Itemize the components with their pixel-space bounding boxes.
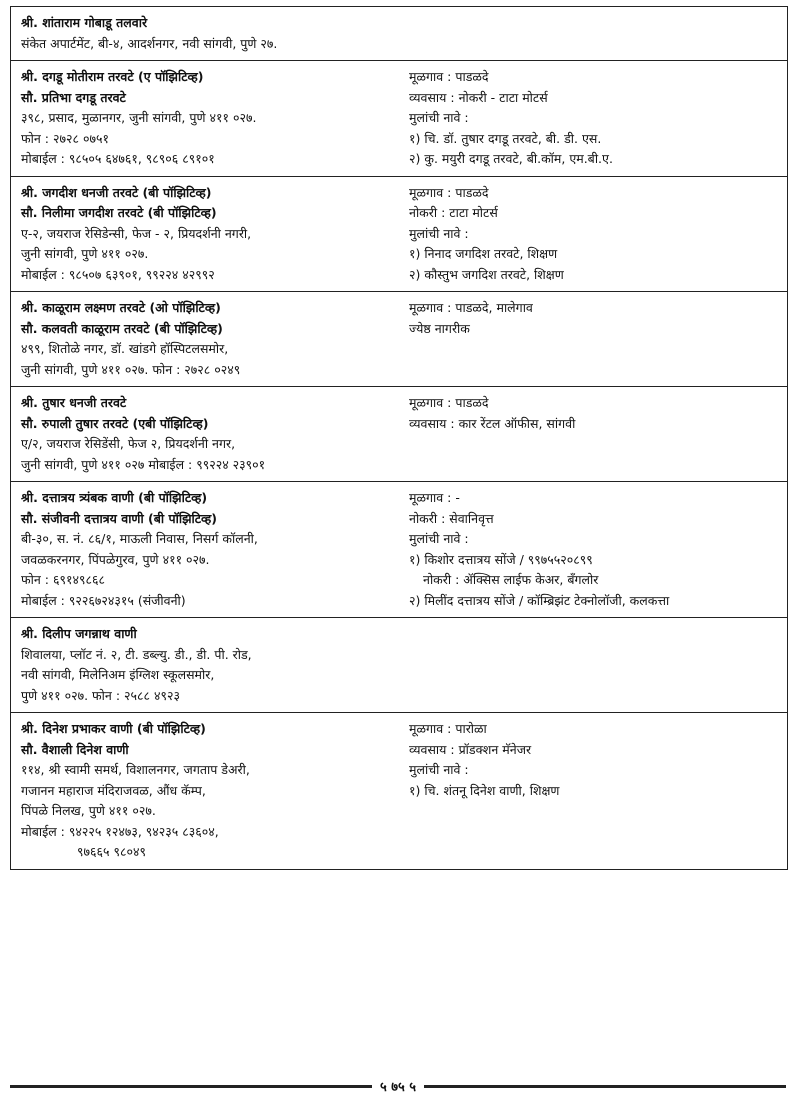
entry-contact-column [21,298,409,380]
footer-rule-left [10,1085,372,1088]
entry-name-line: श्री. तुषार धनजी तरवटे [21,395,127,410]
directory-entry [11,61,787,177]
entry-address-line: ए-२, जयराज रेसिडेन्सी, फेज - २, प्रियदर्शनी नगरी, [21,225,252,241]
entry-detail-line: व्यवसाय : कार रेंटल ऑफीस, सांगवी [409,415,576,431]
page-footer [10,1074,786,1098]
entry-contact-column [21,183,409,286]
entry-detail-line: १) चि. शंतनू दिनेश वाणी, शिक्षण [409,782,560,798]
entry-address-line: जुनी सांगवी, पुणे ४११ ०२७. फोन : २७२८ ०२४९ [21,361,241,377]
entry-address-line: ए/२, जयराज रेसिडेंसी, फेज २, प्रियदर्शनी नगर, [21,436,236,451]
entry-detail-line: नोकरी : सेवानिवृत्त [409,510,494,526]
entry-detail-line: मूळगाव : पाडळदे [409,395,489,410]
entry-name-line: श्री. जगदीश धनजी तरवटे (बी पॉझिटिव्ह) [21,184,212,200]
directory-entry [11,713,787,870]
entry-name-line: सौ. प्रतिभा दगडू तरवटे [21,89,126,105]
entry-address-line: बी-३०, स. नं. ८६/१, माऊली निवास, निसर्ग कॉलनी, [21,531,258,546]
entry-details-column [409,719,779,863]
entry-detail-line: २) मिलींद दत्तात्रय सोंजे / कॉम्ब्रिझंट टेक्नोलॉजी, कलकत्ता [409,592,670,608]
entry-details-column [409,183,779,286]
entry-address-line: मोबाईल : ९८५०७ ६३९०१, ९९२२४ ४२९९२ [21,266,215,282]
entry-address-line: फोन : २७२८ ०७५१ [21,130,109,146]
entry-name-line: सौ. कलवती काळूराम तरवटे (बी पॉझिटिव्ह) [21,320,223,336]
entry-contact-column [21,488,409,611]
entry-detail-line: १) किशोर दत्तात्रय सोंजे / ९९७५५२०८९९ [409,551,593,567]
entry-detail-line: १) निनाद जगदिश तरवटे, शिक्षण [409,246,558,261]
entry-contact-column [21,13,409,54]
entry-details-column [409,13,779,54]
entry-detail-line: मुलांची नावे : [409,762,469,777]
entry-detail-line: मुलांची नावे : [409,110,469,125]
entry-details-column [409,298,779,380]
entry-detail-line: १) चि. डॉ. तुषार दगडू तरवटे, बी. डी. एस. [409,130,602,146]
directory-entry [11,387,787,482]
entry-name-line: सौ. निलीमा जगदीश तरवटे (बी पॉझिटिव्ह) [21,205,217,220]
entry-name-line: श्री. दगडू मोतीराम तरवटे (ए पॉझिटिव्ह) [21,69,204,84]
directory-entry [11,7,787,61]
entry-name-line: सौ. संजीवनी दत्तात्रय वाणी (बी पॉझिटिव्ह) [21,510,218,526]
entry-address-line: शिवालया, प्लॉट नं. २, टी. डब्ल्यु. डी., डी. पी. रोड, [21,646,252,662]
entry-detail-line: मूळगाव : पाडळदे [409,184,489,200]
entry-name-line: श्री. दिलीप जगन्नाथ वाणी [21,626,137,641]
entry-address-line: संकेत अपार्टमेंट, बी-४, आदर्शनगर, नवी सांगवी, पुणे २७. [21,35,278,51]
entry-name-line: श्री. दत्तात्रय त्र्यंबक वाणी (बी पॉझिटिव्ह) [21,490,208,505]
entry-contact-column [21,719,409,863]
entry-address-line: ९७६६५ ९८०४९ [77,844,146,859]
entry-detail-line: मुलांची नावे : [409,531,469,546]
directory-entry [11,618,787,713]
entry-address-line: जवळकरनगर, पिंपळेगुरव, पुणे ४११ ०२७. [21,551,210,567]
entry-detail-line: व्यवसाय : नोकरी - टाटा मोटर्स [409,89,548,105]
entry-address-line: जुनी सांगवी, पुणे ४११ ०२७. [21,246,149,261]
entry-address-line: मोबाईल : ९४२२५ १२४७३, ९४२३५ ८३६०४, [21,823,219,839]
entry-detail-line: मूळगाव : पारोळा [409,721,487,736]
entry-detail-line: २) कौस्तुभ जगदिश तरवटे, शिक्षण [409,266,564,282]
entry-address-line: पुणे ४११ ०२७. फोन : २५८८ ४९२३ [21,687,180,703]
entry-name-line: सौ. रुपाली तुषार तरवटे (एबी पॉझिटिव्ह) [21,415,209,431]
directory-entry [11,482,787,618]
directory-entry [11,292,787,387]
entry-detail-line: मूळगाव : - [409,490,460,505]
entry-address-line: पिंपळे निलख, पुणे ४११ ०२७. [21,803,156,818]
entry-name-line: श्री. शांताराम गोबाडू तलवारे [21,15,148,30]
directory-table [10,6,788,870]
entry-address-line: ४९९, शितोळे नगर, डॉ. खांडगे हॉस्पिटलसमोर, [21,341,229,356]
entry-address-line: ११४, श्री स्वामी समर्थ, विशालनगर, जगताप डेअरी, [21,762,250,777]
entry-detail-line: मूळगाव : पाडळदे [409,69,489,84]
entry-name-line: श्री. काळूराम लक्ष्मण तरवटे (ओ पॉझिटिव्ह) [21,300,221,315]
entry-name-line: सौ. वैशाली दिनेश वाणी [21,741,129,757]
entry-address-line: मोबाईल : ९२२६७२४३१५ (संजीवनी) [21,592,186,608]
entry-details-column [409,67,779,170]
entry-details-column [409,624,779,706]
entry-contact-column [21,67,409,170]
entry-address-line: ३९८, प्रसाद, मुळानगर, जुनी सांगवी, पुणे ४११ ०२७. [21,110,257,125]
page-number: ५ ७५ ५ [379,1080,417,1095]
entry-address-line: नवी सांगवी, मिलेनिअम इंग्लिश स्कूलसमोर, [21,667,215,682]
entry-contact-column [21,624,409,706]
directory-entry [11,177,787,293]
entry-detail-line: मूळगाव : पाडळदे, मालेगाव [409,300,533,315]
entry-contact-column [21,393,409,475]
entry-details-column [409,488,779,611]
entry-detail-line: नोकरी : टाटा मोटर्स [409,205,498,220]
entry-detail-line: ज्येष्ठ नागरीक [409,320,470,336]
entry-detail-line: २) कु. मयुरी दगडू तरवटे, बी.कॉम, एम.बी.ए. [409,151,613,166]
entry-address-line: गजानन महाराज मंदिराजवळ, औंध कॅम्प, [21,782,206,798]
entry-address-line: मोबाईल : ९८५०५ ६४७६१, ९८९०६ ८९१०१ [21,151,215,166]
entry-address-line: फोन : ६९१४९८६८ [21,572,105,587]
entry-detail-line: व्यवसाय : प्रॉडक्शन मॅनेजर [409,741,532,757]
entry-address-line: जुनी सांगवी, पुणे ४११ ०२७ मोबाईल : ९९२२४ २३९०१ [21,456,266,472]
entry-detail-line: नोकरी : ॲक्सिस लाईफ केअर, बँगलोर [423,572,599,587]
footer-rule-right [424,1085,786,1088]
entry-details-column [409,393,779,475]
entry-detail-line: मुलांची नावे : [409,225,469,241]
entry-name-line: श्री. दिनेश प्रभाकर वाणी (बी पॉझिटिव्ह) [21,721,206,736]
